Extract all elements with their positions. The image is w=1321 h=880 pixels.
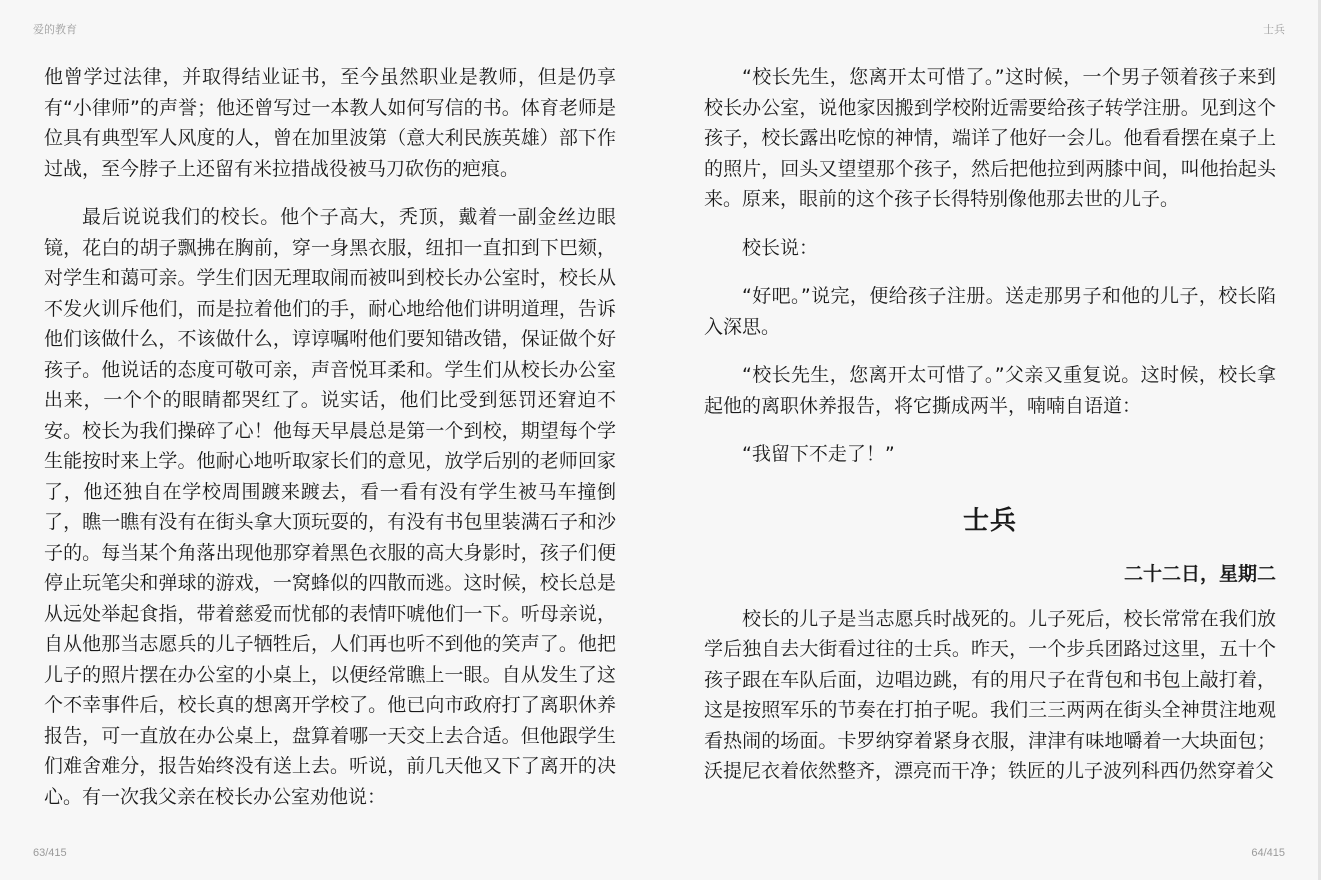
chapter-heading: 士兵 <box>962 505 1017 536</box>
paragraph: 校长说： <box>742 236 819 259</box>
paragraph: 他曾学过法律，并取得结业证书，至今虽然职业是教师，但是仍享有“小律师”的声誉；他还曾写过一本教人如何写信的书。体育老师是位具有典型军人风度的人，曾在加里波第（意大利民族英雄）部下作过战，至今脖子上还留有米拉措战役被马刀砍伤的疤痕。 <box>44 66 616 180</box>
right-page <box>704 62 1276 805</box>
paragraph: 最后说说我们的校长。他个子高大，秃顶，戴着一副金丝边眼镜，花白的胡子飘拂在胸前，穿一身黑衣服，纽扣一直扣到下巴颏，对学生和蔼可亲。学生们因无理取闹而被叫到校长办公室时，校长从不发火训斥他们，而是拉着他们的手，耐心地给他们讲明道理，告诉他们该做什么，不该做什么，谆谆嘱咐他们要知错改错，保证做个好孩子。他说话的态度可敬可亲，声音悦耳柔和。学生们从校长办公室出来，一个个的眼睛都哭红了。说实话，他们比受到惩罚还窘迫不安。校长为我们操碎了心！他每天早晨总是第一个到校，期望每个学生能按时来上学。他耐心地听取家长们的意见，放学后别的老师回家了，他还独自在学校周围踱来踱去，看一看有没有学生被马车撞倒了，瞧一瞧有没有在街头拿大顶玩耍的，有没有书包里装满石子和沙子的。每当某个角落出现他那穿着黑色衣服的高大身影时，孩子们便停止玩笔尖和弹球的游戏，一窝蜂似的四散而逃。这时候，校长总是从远处举起食指，带着慈爱而忧郁的表情吓唬他们一下。听母亲说，自从他那当志愿兵的儿子牺牲后，人们再也听不到他的笑声了。他把儿子的照片摆在办公室的小桌上，以便经常瞧上一眼。自从发生了这个不幸事件后，校长真的想离开学校了。他已向市政府打了离职休养报告，可一直放在办公桌上，盘算着哪一天交上去合适。但他跟学生们难舍难分，报告始终没有送上去。听说，前几天他又下了离开的决心。有一次我父亲在校长办公室劝他说： <box>44 206 616 808</box>
paragraph: “我留下不走了！” <box>742 443 895 465</box>
book-title: 爱的教育 <box>33 24 77 36</box>
paragraph: 校长的儿子是当志愿兵时战死的。儿子死后，校长常常在我们放学后独自去大街看过往的士兵。昨天，一个步兵团路过这里，五十个孩子跟在车队后面，边唱边跳，有的用尺子在背包和书包上敲打着，这是按照军乐的节奏在打拍子呢。我们三三两两在街头全神贯注地观看热闹的场面。卡罗纳穿着紧身衣服，津津有味地嚼着一大块面包；沃提尼衣着依然整齐，漂亮而干净；铁匠的儿子波列科西仍然穿着父 <box>704 607 1276 782</box>
chapter-title-header: 士兵 <box>1263 24 1285 36</box>
paragraph: “校长先生，您离开太可惜了。”这时候，一个男子领着孩子来到校长办公室，说他家因搬到学校附近需要给孩子转学注册。见到这个孩子，校长露出吃惊的神情，端详了他好一会儿。他看看摆在桌子上的照片，回头又望望那个孩子，然后把他拉到两膝中间，叫他抬起头来。原来，眼前的这个孩子长得特别像他那去世的儿子。 <box>704 66 1276 210</box>
paragraph: “好吧。”说完，便给孩子注册。送走那男子和他的儿子，校长陷入深思。 <box>704 285 1276 338</box>
paragraph: “校长先生，您离开太可惜了。”父亲又重复说。这时候，校长拿起他的离职休养报告，将它撕成两半，喃喃自语道： <box>704 364 1276 417</box>
page-number-left: 63/415 <box>33 847 67 859</box>
left-page <box>44 62 616 830</box>
page-number-right: 64/415 <box>1251 847 1285 859</box>
chapter-date: 二十二日，星期二 <box>1123 562 1276 585</box>
